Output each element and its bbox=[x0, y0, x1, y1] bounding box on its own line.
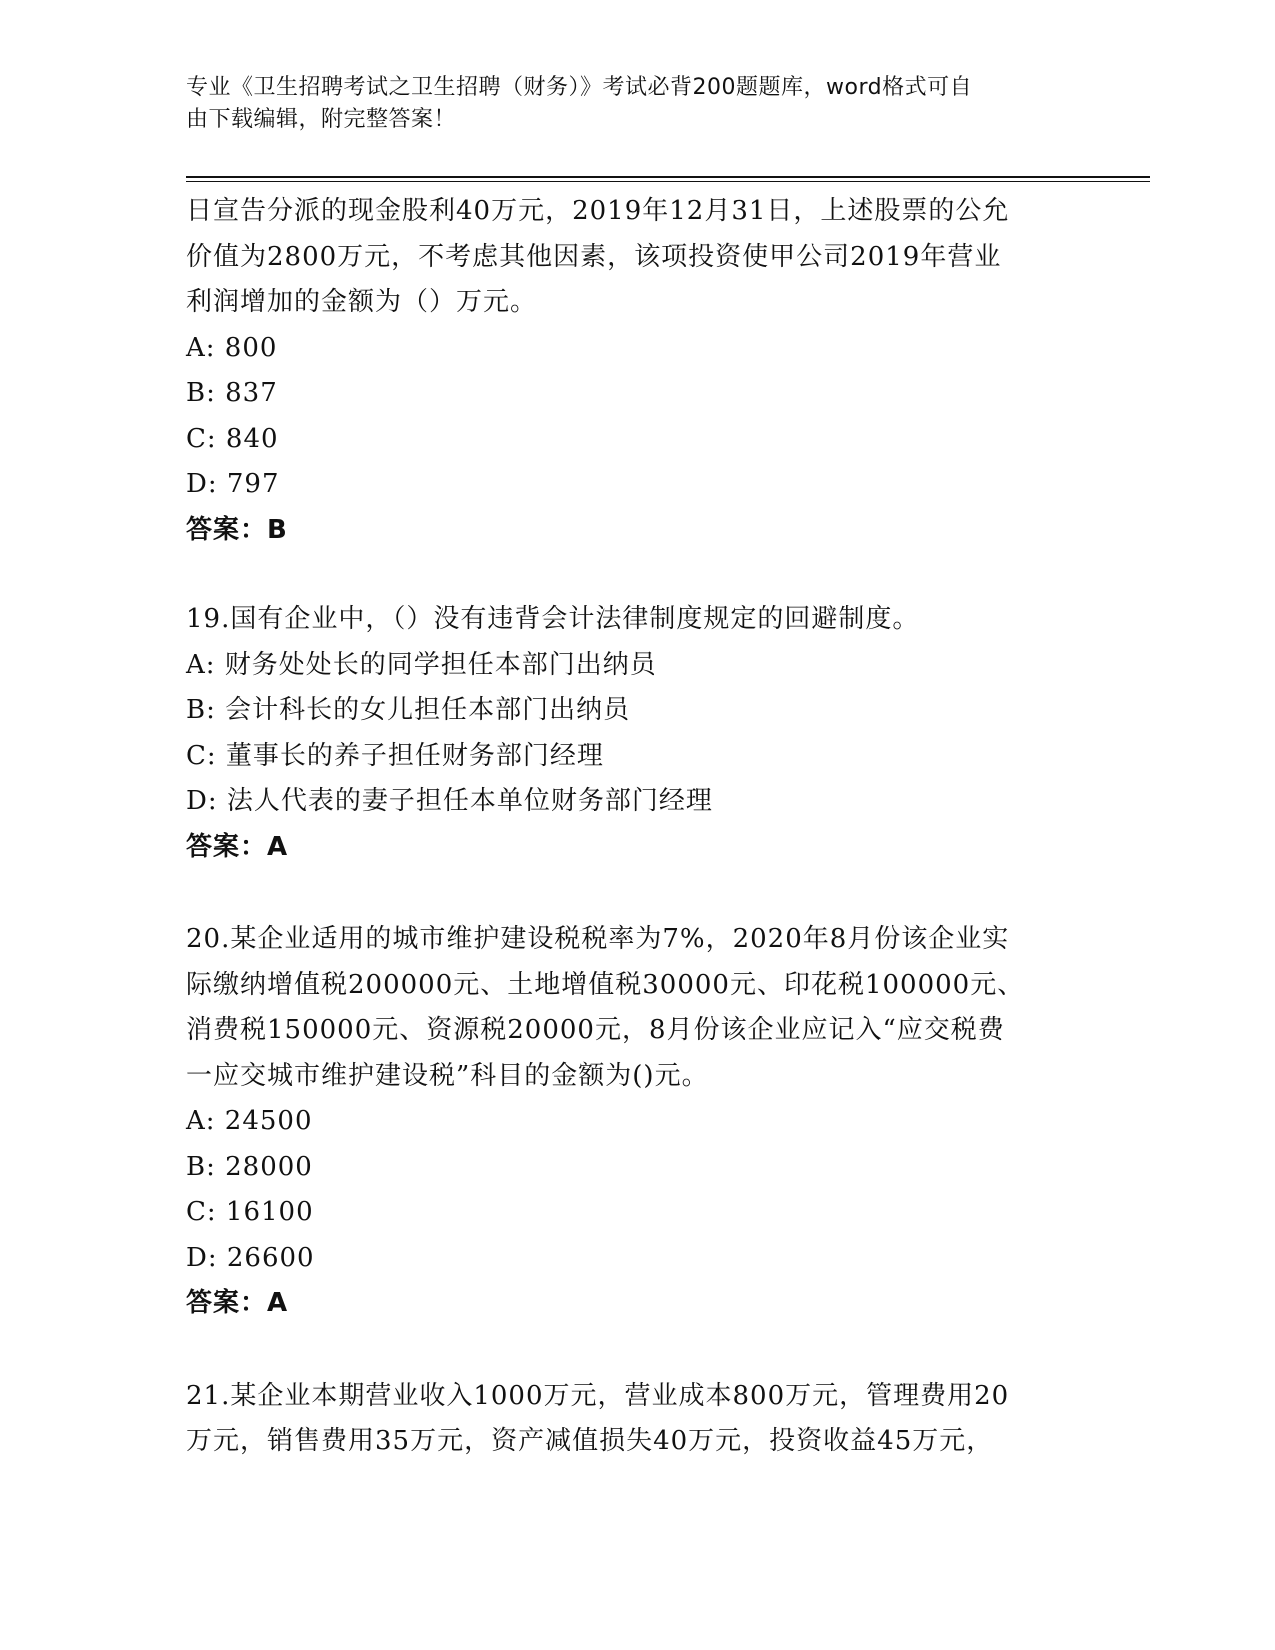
spacer bbox=[186, 553, 1086, 597]
option-b: B: 会计科长的女儿担任本部门出纳员 bbox=[186, 695, 631, 725]
question-stem-line: 利润增加的金额为（）万元。 bbox=[186, 287, 538, 317]
question-stem-line: 万元，销售费用35万元，资产减值损失40万元，投资收益45万元， bbox=[186, 1426, 994, 1456]
option-b: B: 837 bbox=[186, 378, 278, 408]
question-18 bbox=[186, 189, 1086, 553]
header-line-1: 专业《卫生招聘考试之卫生招聘（财务）》考试必背200题题库，word格式可自 bbox=[186, 75, 973, 100]
question-21 bbox=[186, 1374, 1086, 1465]
question-20 bbox=[186, 917, 1086, 1327]
option-c: C: 董事长的养子担任财务部门经理 bbox=[186, 740, 604, 771]
option-c: C: 16100 bbox=[186, 1197, 314, 1227]
answer-line: 答案：B bbox=[186, 514, 288, 545]
spacer bbox=[186, 870, 1086, 917]
option-d: D: 法人代表的妻子担任本单位财务部门经理 bbox=[186, 786, 713, 816]
answer-line: 答案：A bbox=[186, 831, 289, 862]
question-stem-line: 21.某企业本期营业收入1000万元，营业成本800万元，管理费用20 bbox=[186, 1380, 1010, 1411]
question-stem-line: 日宣告分派的现金股利40万元，2019年12月31日，上述股票的公允 bbox=[186, 196, 1010, 226]
question-stem-line: 际缴纳增值税200000元、土地增值税30000元、印花税100000元、 bbox=[186, 969, 1025, 1000]
option-d: D: 797 bbox=[186, 469, 280, 499]
header-divider-thick bbox=[186, 176, 1150, 178]
option-b: B: 28000 bbox=[186, 1151, 313, 1182]
header-divider-thin bbox=[186, 181, 1150, 182]
question-stem-line: 20.某企业适用的城市维护建设税税率为7%，2020年8月份该企业实 bbox=[186, 924, 1010, 954]
option-c: C: 840 bbox=[186, 423, 279, 454]
option-d: D: 26600 bbox=[186, 1242, 315, 1273]
question-stem-line: 价值为2800万元，不考虑其他因素，该项投资使甲公司2019年营业 bbox=[186, 241, 1002, 272]
option-a: A: 800 bbox=[186, 332, 278, 363]
option-a: A: 24500 bbox=[186, 1106, 313, 1136]
option-a: A: 财务处处长的同学担任本部门出纳员 bbox=[186, 649, 657, 680]
document-body bbox=[186, 189, 1086, 1465]
question-stem-line: 19.国有企业中，（）没有违背会计法律制度规定的回避制度。 bbox=[186, 604, 920, 634]
question-stem-line: 消费税150000元、资源税20000元，8月份该企业应记入“应交税费 bbox=[186, 1015, 1005, 1045]
header-line-2: 由下载编辑，附完整答案！ bbox=[186, 107, 457, 132]
document-header bbox=[186, 72, 1086, 136]
spacer bbox=[186, 1327, 1086, 1374]
question-19 bbox=[186, 597, 1086, 870]
answer-line: 答案：A bbox=[186, 1288, 289, 1318]
question-stem-line: 一应交城市维护建设税”科目的金额为()元。 bbox=[186, 1060, 709, 1091]
